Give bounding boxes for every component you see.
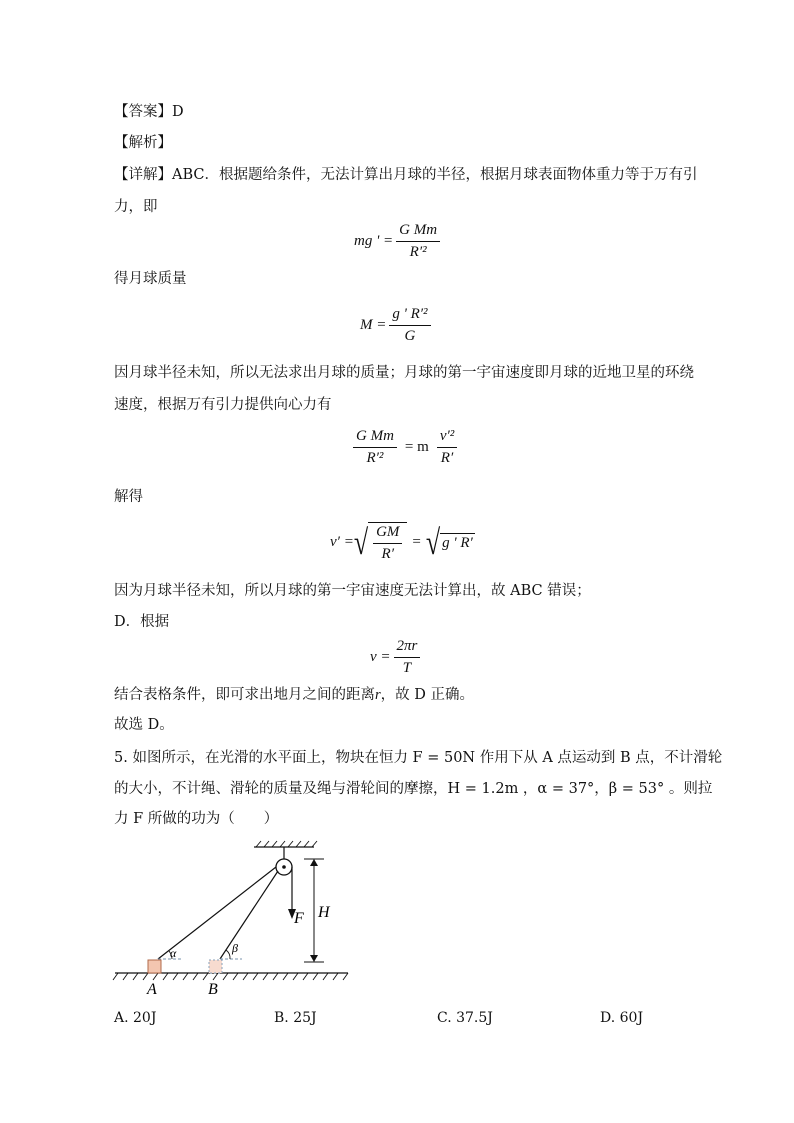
question5-line-1: 5. 如图所示，在光滑的水平面上，物块在恒力 F = 50N 作用下从 A 点运动到 B 点，不计滑轮 xyxy=(114,750,723,766)
sqrt-expression xyxy=(354,522,408,563)
body-line-5: 因为月球半径未知，所以月球的第一宇宙速度无法计算出，故 ABC 错误； xyxy=(114,583,591,599)
formula-numerator: 2πr xyxy=(394,638,421,658)
formula-fraction xyxy=(394,638,421,677)
formula-denominator: G xyxy=(404,328,416,344)
formula-rhs: g ' R′ xyxy=(442,535,473,551)
formula-orbital-speed xyxy=(370,638,423,677)
line7-prefix: 结合表格条件，即可求出地月之间的距离 xyxy=(114,687,375,703)
detail-line-1: 【详解】ABC．根据题给条件，无法计算出月球的半径，根据月球表面物体重力等于万有引 xyxy=(114,167,698,183)
choice-d: D. 60J xyxy=(600,1010,644,1026)
formula-numerator: g ' R′² xyxy=(389,306,430,326)
block-B xyxy=(209,960,222,973)
formula-denominator: R′² xyxy=(366,450,384,466)
formula-lhs: M = xyxy=(360,317,387,333)
formula-lhs: mg ' = xyxy=(354,233,394,249)
detail-line-2: 力，即 xyxy=(114,199,158,215)
label-A: A xyxy=(147,981,157,998)
label-alpha: α xyxy=(170,946,177,960)
choice-a: A. 20J xyxy=(114,1010,157,1026)
block-A xyxy=(148,960,161,973)
formula-fraction xyxy=(396,222,440,261)
rope-to-B xyxy=(220,871,278,959)
pulley-diagram xyxy=(110,835,360,1000)
sqrt-expression xyxy=(425,522,475,562)
sqrt-body xyxy=(368,522,407,563)
analysis-heading: 【解析】 xyxy=(114,135,172,151)
formula-moon-mass xyxy=(360,306,434,345)
body-line-3: 因月球半径未知，所以无法求出月球的质量；月球的第一宇宙速度即月球的近地卫星的环绕 xyxy=(114,365,694,381)
label-B: B xyxy=(208,981,218,998)
formula-numerator: G Mm xyxy=(353,428,397,448)
answer-heading: 【答案】D xyxy=(114,104,184,120)
formula-lhs: v′ = xyxy=(330,534,354,550)
body-line-7 xyxy=(114,686,474,704)
body-line-4: 速度，根据万有引力提供向心力有 xyxy=(114,397,332,413)
body-line-6: D．根据 xyxy=(114,614,170,630)
formula-centripetal xyxy=(350,428,460,467)
height-arrow-down xyxy=(310,955,318,962)
formula-gravity-equals-weight xyxy=(354,222,443,261)
formula-equals: = m xyxy=(404,439,429,455)
ceiling-hatch xyxy=(256,841,317,847)
height-arrow-up xyxy=(310,859,318,866)
solve-text: 解得 xyxy=(114,489,143,505)
choice-b: B. 25J xyxy=(274,1010,317,1026)
formula-numerator: GM xyxy=(373,524,402,544)
formula-fraction xyxy=(389,306,430,345)
ground-hatch xyxy=(113,973,348,980)
label-beta: β xyxy=(232,941,238,955)
formula-numerator: v′² xyxy=(437,428,457,448)
question5-line-3: 力 F 所做的功为（ ） xyxy=(114,811,279,827)
sqrt-body xyxy=(440,533,475,552)
label-F: F xyxy=(294,910,304,927)
pulley-axle xyxy=(282,865,286,869)
formula-denominator: R′ xyxy=(381,546,394,562)
formula-numerator: G Mm xyxy=(396,222,440,242)
beta-arc xyxy=(226,950,230,959)
formula-equals: = xyxy=(412,534,421,550)
label-H: H xyxy=(318,904,330,921)
formula-lhs: v = xyxy=(370,649,391,665)
sqrt-sign: √ xyxy=(353,522,369,562)
mass-text: 得月球质量 xyxy=(114,271,187,287)
line7-variable: r xyxy=(375,687,381,703)
formula-denominator: T xyxy=(402,660,412,676)
formula-denominator: R′ xyxy=(440,450,454,466)
formula-first-cosmic-velocity xyxy=(330,522,475,563)
line7-suffix: ，故 D 正确。 xyxy=(380,687,474,703)
sqrt-sign: √ xyxy=(425,522,441,562)
formula-fraction xyxy=(373,524,402,563)
choice-c: C. 37.5J xyxy=(437,1010,493,1026)
formula-fraction xyxy=(353,428,397,467)
conclusion-line: 故选 D。 xyxy=(114,717,174,733)
question5-line-2: 的大小，不计绳、滑轮的质量及绳与滑轮间的摩擦，H = 1.2m ，α = 37°，β = 53° 。则拉 xyxy=(114,781,713,797)
formula-fraction xyxy=(437,428,457,467)
formula-denominator: R′² xyxy=(409,244,427,260)
